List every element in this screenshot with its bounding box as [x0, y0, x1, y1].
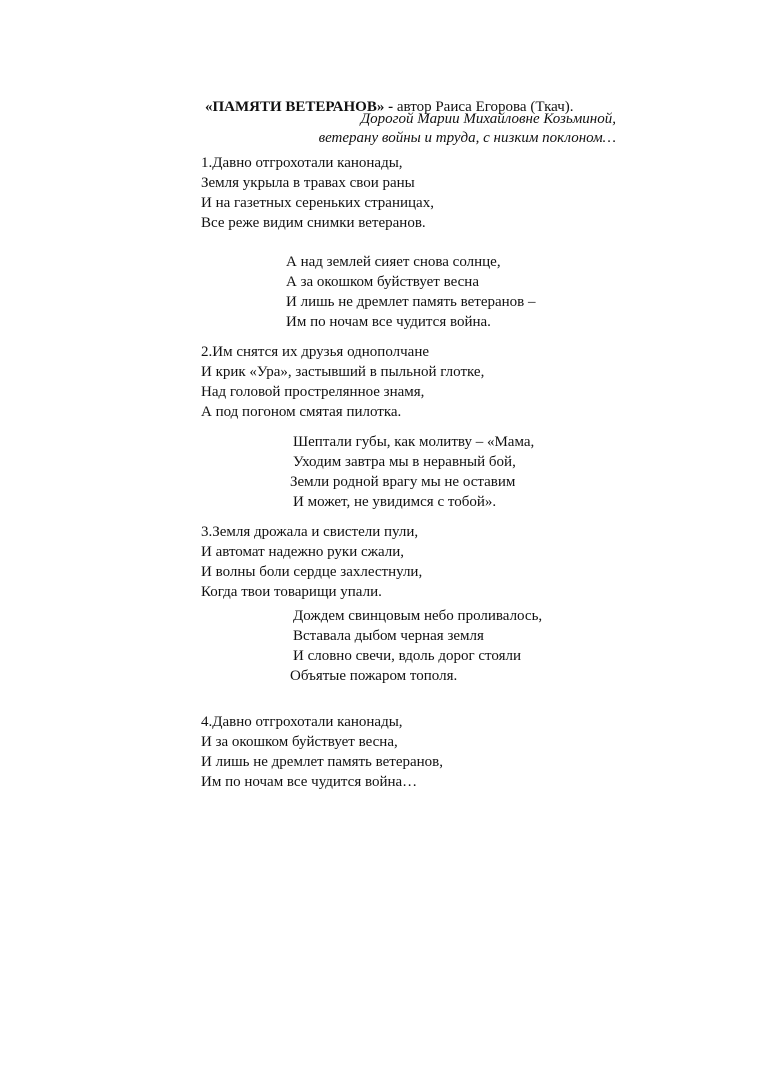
refrain-1: [286, 252, 536, 332]
verse-line: 1.Давно отгрохотали канонады,: [201, 155, 403, 171]
verse-line: И словно свечи, вдоль дорог стояли: [293, 648, 521, 664]
verse-3: [201, 522, 422, 602]
verse-line: 2.Им снятся их друзья однополчане: [201, 344, 430, 360]
verse-line: И крик «Ура», застывший в пыльной глотке,: [201, 364, 485, 380]
verse-line: Объятые пожаром тополя.: [290, 668, 458, 684]
refrain-2: [290, 432, 535, 512]
verse-line: 4.Давно отгрохотали канонады,: [201, 714, 403, 730]
verse-line: И автомат надежно руки сжали,: [201, 544, 405, 560]
verse-line: И за окошком буйствует весна,: [201, 734, 398, 750]
verse-line: Им по ночам все чудится война.: [286, 314, 491, 330]
verse-line: 3.Земля дрожала и свистели пули,: [201, 524, 419, 540]
verse-line: И лишь не дремлет память ветеранов –: [286, 294, 536, 310]
verse-line: Земля укрыла в травах свои раны: [201, 175, 415, 191]
verse-1: [201, 153, 434, 233]
verse-line: И лишь не дремлет память ветеранов,: [201, 754, 444, 770]
verse-line: И на газетных сереньких страницах,: [201, 195, 434, 211]
verse-line: Когда твои товарищи упали.: [201, 584, 382, 600]
verse-line: Дождем свинцовым небо проливалось,: [293, 608, 543, 624]
dedication: [319, 110, 616, 148]
refrain-3: [290, 606, 543, 686]
title-author: автор Раиса Егорова (Ткач).: [393, 99, 574, 115]
verse-line: А под погоном смятая пилотка.: [201, 404, 402, 420]
verse-line: Все реже видим снимки ветеранов.: [201, 215, 426, 231]
verse-line: Шептали губы, как молитву – «Мама,: [293, 434, 535, 450]
dedication-line: ветерану войны и труда, с низким поклоном…: [318, 130, 616, 146]
verse-line: А над землей сияет снова солнце,: [286, 254, 501, 270]
dedication-line: Дорогой Марии Михайловне Козьминой,: [360, 111, 616, 127]
verse-line: Вставала дыбом черная земля: [293, 628, 484, 644]
verse-line: И может, не увидимся с тобой».: [293, 494, 497, 510]
verse-line: Земли родной врагу мы не оставим: [290, 474, 516, 490]
verse-line: Над головой прострелянное знамя,: [201, 384, 425, 400]
verse-4: [201, 712, 443, 792]
verse-line: А за окошком буйствует весна: [286, 274, 479, 290]
verse-line: Уходим завтра мы в неравный бой,: [293, 454, 516, 470]
title-bold: «ПАМЯТИ ВЕТЕРАНОВ» -: [205, 99, 394, 115]
verse-line: И волны боли сердце захлестнули,: [201, 564, 423, 580]
verse-line: Им по ночам все чудится война…: [201, 774, 418, 790]
verse-2: [201, 342, 484, 422]
